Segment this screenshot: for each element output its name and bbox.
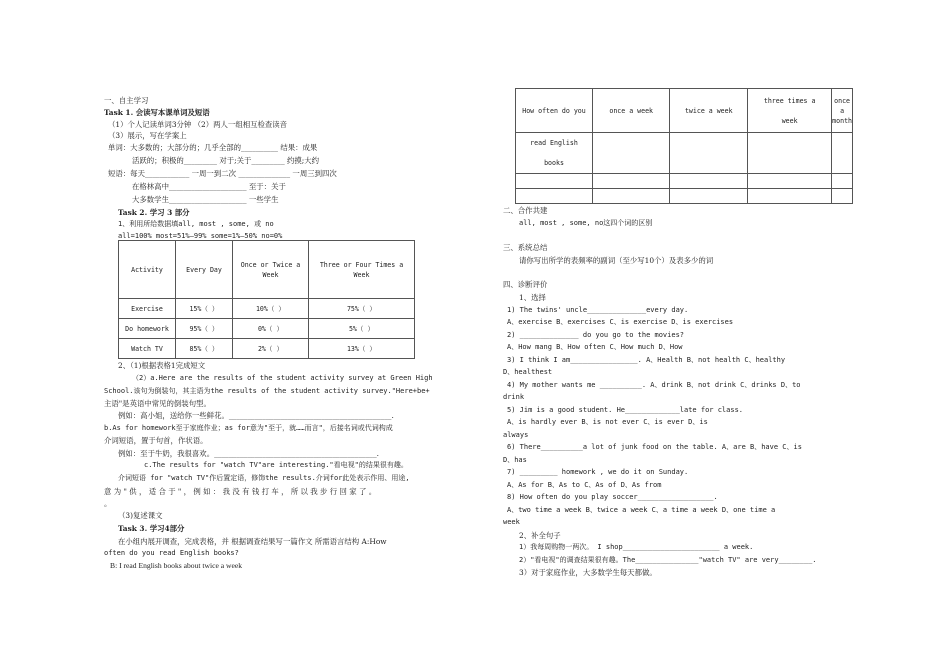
choice-line: D、healthest <box>503 368 553 376</box>
example-7: 意 为 " 供 ， 适 合 于 " ， 例 如 ： 我 没 有 钱 打 车 ， 所 以 我 步 行 回 家 了 。 <box>104 487 377 496</box>
table-header: How often do you <box>516 89 593 133</box>
choice-line: week <box>503 518 520 526</box>
table-cell: read English books <box>516 133 593 174</box>
table-cell <box>748 133 832 174</box>
choice-line: 6) There__________a lot of junk food on the table. A、are B、have C、is <box>507 443 802 451</box>
task3-title: Task 3. 学习4部分 <box>118 524 185 533</box>
example-6: 介词短语 for "watch TV"作后置定语，修饰the results.介词for此处表示作用、用途, <box>118 474 410 482</box>
table-cell: 2%（ ） <box>233 339 309 359</box>
section3-heading: 三、系统总结 <box>503 243 548 252</box>
task2-instruction: 1、利用所给数据填all, most , some, 或 no <box>118 220 274 228</box>
example-3: 介词短语，置于句首，作状语。 <box>104 436 208 445</box>
fill-line-3: 3）对于家庭作业，大多数学生每天都做。 <box>519 568 657 577</box>
table-header: Every Day <box>176 241 233 299</box>
choice-line: 5) Jim is a good student. He_____________late for class. <box>507 406 744 414</box>
fill-title: 2、补全句子 <box>519 531 561 540</box>
choice-line: drink <box>503 393 525 401</box>
choice-line: A、is hardly ever B、is not ever C、is ever D、is <box>507 418 708 426</box>
table-row <box>516 189 853 204</box>
table-cell <box>593 174 670 189</box>
example-4: 例如：至于牛奶，我很喜欢。____________________________________________. <box>118 449 380 458</box>
table-header: Activity <box>119 241 176 299</box>
table-row <box>516 133 853 174</box>
example-5: c.The results for "watch TV"are interesting."看电视"的结果很有趣。 <box>144 461 408 469</box>
choice-line: 3) I think I am________________. A、Health B、not health C、healthy <box>507 356 786 364</box>
table-header: once a month <box>832 89 853 133</box>
task1-step3: （3）展示，写在学案上 <box>108 131 187 140</box>
table-row <box>119 339 415 359</box>
choice-line: 2) ______________ do you go to the movies? <box>507 331 685 339</box>
section1-heading: 一、自主学习 <box>104 96 149 105</box>
phrase-line-2: 在格林高中_____________________ 至于：关于 <box>132 182 286 191</box>
choice-line: A、two time a week B、twice a week C、a time a week D、one time a <box>507 506 776 514</box>
section2-text: all, most , some, no这四个词的区别 <box>519 219 653 227</box>
task3-answer: B: I read English books about twice a week <box>110 561 243 570</box>
choice-line: 4) My mother wants me __________. A、drink B、not drink C、drinks D、to <box>507 381 801 389</box>
vocab-line-1: 单词：大多数的；大部分的；几乎全部的__________ 结果：成果 <box>108 143 318 152</box>
choice-title: 1、选择 <box>519 293 546 302</box>
table-cell <box>670 174 748 189</box>
q2-heading: 2、（1)根据表格1完成短文 <box>118 361 206 370</box>
fill-line-1: 1）我每周购物一两次。 I shop_______________________ a week. <box>519 543 754 551</box>
table-cell <box>670 133 748 174</box>
table-cell <box>832 174 853 189</box>
choice-line: 8) How often do you play soccer__________________. <box>507 493 718 501</box>
fill-line-2: 2）"看电视"的调查结果很有趣。The_______________"watch TV" are very________. <box>519 556 817 564</box>
task1-step1: （1）个人记读单词3分钟 （2）两人一组相互检查读音 <box>108 120 288 129</box>
task3-instruction-2: often do you read English books? <box>104 549 239 557</box>
table-header: once a week <box>593 89 670 133</box>
example-1: 例如：高小姐，送给你一些鲜花。____________________________________________. <box>118 411 394 420</box>
q2-2a: （2）a.Here are the results of the student activity survey at Green High <box>132 374 433 382</box>
table-cell: 13%（ ） <box>309 339 415 359</box>
table-cell <box>832 189 853 204</box>
section3-text: 请你写出所学的表频率的副词（至少写10个）及表多少的词 <box>519 256 714 265</box>
phrase-line-1: 短语：每天____________ 一周一到二次 ______________ 一周三到四次 <box>108 169 337 178</box>
table-header: Once or Twice a Week <box>233 241 309 299</box>
table-cell: 85%（ ） <box>176 339 233 359</box>
table-cell: 0%（ ） <box>233 319 309 339</box>
choice-line: always <box>503 431 529 439</box>
example-2: b.As for homework至于家庭作业；as for意为"至于，就……而言"，后接名词或代词构成 <box>104 424 393 432</box>
table-cell <box>748 189 832 204</box>
table-row <box>516 174 853 189</box>
table-cell <box>670 189 748 204</box>
choice-line: D、has <box>503 456 527 464</box>
phrase-line-3: 大多数学生_____________________ 一些学生 <box>132 195 279 204</box>
table-cell: 95%（ ） <box>176 319 233 339</box>
table-cell <box>593 189 670 204</box>
table-header: twice a week <box>670 89 748 133</box>
q3-heading: （3)复述课文 <box>118 511 163 520</box>
table-cell: Watch TV <box>119 339 176 359</box>
table-cell <box>516 174 593 189</box>
table-cell: Exercise <box>119 299 176 319</box>
choice-line: A、exercise B、exercises C、is exercise D、is exercises <box>507 318 734 326</box>
vocab-line-2: 活跃的；积极的_________ 对于;关于_________ 约摸;大约 <box>132 156 320 165</box>
choice-line: 1) The twins' uncle______________every day. <box>507 306 689 314</box>
table-cell: 10%（ ） <box>233 299 309 319</box>
table-cell <box>832 133 853 174</box>
task1-title: Task 1. 会读写本课单词及短语 <box>104 108 210 117</box>
table-row <box>119 319 415 339</box>
table-row <box>119 299 415 319</box>
table-cell: 75%（ ） <box>309 299 415 319</box>
table-cell: Do homework <box>119 319 176 339</box>
task2-title: Task 2. 学习 3 部分 <box>118 208 190 217</box>
section2-heading: 二、合作共建 <box>503 206 548 215</box>
choice-line: 7) _________ homework , we do it on Sunday. <box>507 468 689 476</box>
task2-percentages: all=100% most=51%—99% some=1%—50% no=0% <box>118 232 283 240</box>
example-8: 。 <box>104 499 112 508</box>
table-cell <box>516 189 593 204</box>
q2-2c: 主语"是英语中常见的倒装句型。 <box>104 399 211 408</box>
table-cell: 15%（ ） <box>176 299 233 319</box>
survey-table <box>515 88 853 204</box>
activity-table <box>118 240 415 359</box>
task3-instruction: 在小组内展开调查，完成表格，并 根据调查结果写一篇作文 所需语言结构 A:How <box>118 537 387 546</box>
choice-line: A、As for B、As to C、As of D、As from <box>507 481 662 489</box>
choice-line: A、How mang B、How often C、How much D、How <box>507 343 683 351</box>
table-cell <box>748 174 832 189</box>
q2-2b: School.该句为倒装句，其主语为the results of the student activity survey."Here+be+ <box>104 387 430 395</box>
table-cell <box>593 133 670 174</box>
table-header: Three or Four Times a Week <box>309 241 415 299</box>
section4-heading: 四、诊断评价 <box>503 280 548 289</box>
table-header: three times a week <box>748 89 832 133</box>
table-cell: 5%（ ） <box>309 319 415 339</box>
